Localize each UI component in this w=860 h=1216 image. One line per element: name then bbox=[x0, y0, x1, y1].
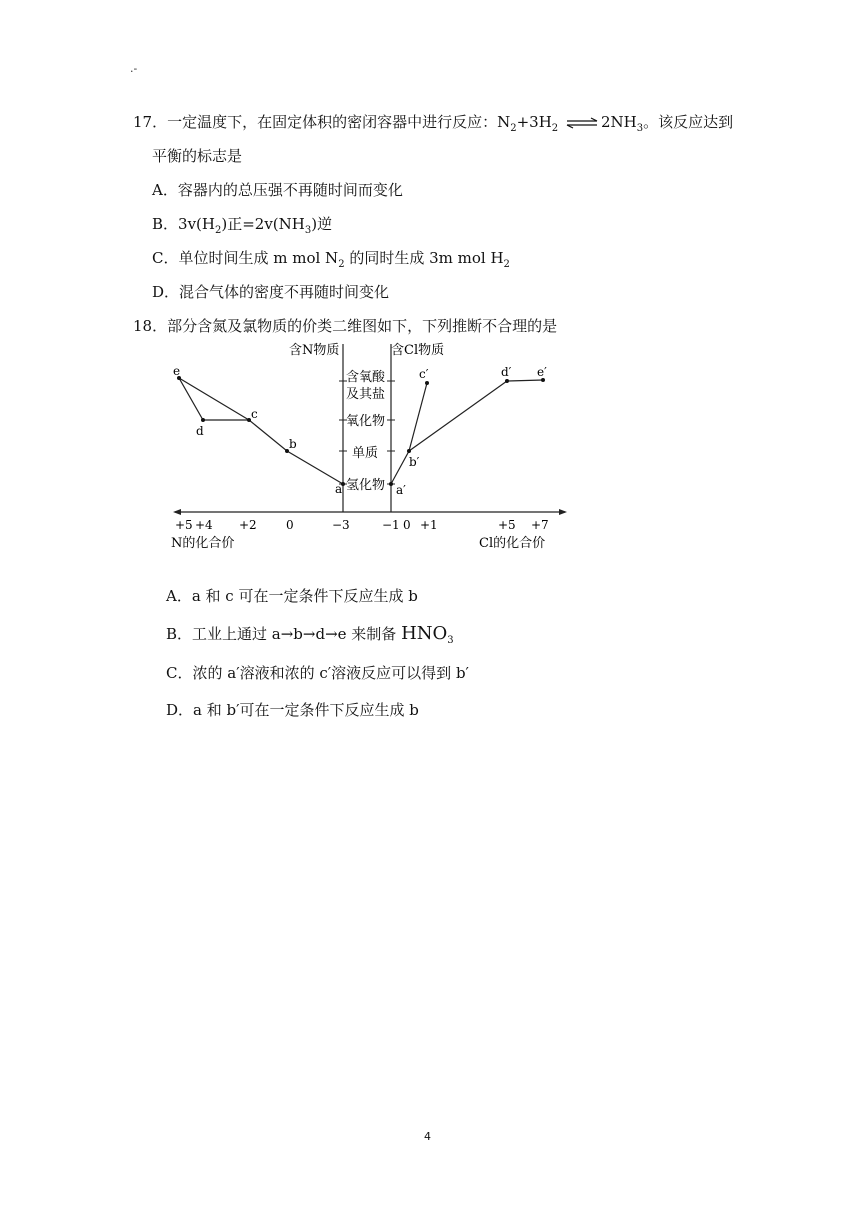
q18-option-c: C．浓的 a′溶液和浓的 c′溶液反应可以得到 b′ bbox=[166, 664, 469, 682]
q17-text-c: 2NH bbox=[600, 113, 637, 131]
point-label-b: b bbox=[289, 437, 297, 451]
question-17-stem bbox=[133, 112, 733, 139]
q17-optc-text: C．单位时间生成 m mol N bbox=[152, 249, 339, 267]
q18-optb-sub: 3 bbox=[447, 635, 454, 646]
q17-text-a: 17．一定温度下，在固定体积的密闭容器中进行反应：N bbox=[133, 113, 511, 131]
valence-class-diagram bbox=[165, 338, 585, 556]
equilibrium-arrow-icon bbox=[565, 117, 599, 129]
q18-option-d: D．a 和 b′可在一定条件下反应生成 b bbox=[166, 701, 419, 719]
category-label: 及其盐 bbox=[346, 387, 386, 402]
cl-tick: 0 bbox=[403, 518, 411, 532]
q17-optc-sub: 2 bbox=[338, 259, 345, 270]
cl-tick: +7 bbox=[531, 518, 549, 532]
cl-axis-label: Cl的化合价 bbox=[479, 536, 546, 551]
q17-sub: 3 bbox=[636, 123, 644, 134]
q18-optb-text: B．工业上通过 a→b→d→e 来制备 bbox=[166, 625, 402, 643]
point-label-e-prime: e′ bbox=[537, 365, 547, 379]
q17-text-b: +3H bbox=[516, 113, 552, 131]
q17-optb-text: )逆 bbox=[311, 215, 333, 233]
question-18-stem: 18．部分含氮及氯物质的价类二维图如下，下列推断不合理的是 bbox=[133, 317, 558, 335]
point-label-e: e bbox=[173, 364, 181, 378]
point-label-d: d bbox=[196, 424, 204, 438]
q17-text-d: 。该反应达到 bbox=[643, 113, 734, 131]
page-number: 4 bbox=[424, 1130, 431, 1143]
q17-option-d: D．混合气体的密度不再随时间变化 bbox=[152, 283, 390, 301]
n-tick: +5 bbox=[175, 518, 193, 532]
category-label: 氧化物 bbox=[346, 414, 386, 429]
right-header: 含Cl物质 bbox=[391, 343, 445, 358]
q17-optb-text: B．3v(H bbox=[152, 215, 215, 233]
cl-tick: +5 bbox=[498, 518, 516, 532]
n-tick: +2 bbox=[239, 518, 257, 532]
point-label-c-prime: c′ bbox=[419, 367, 429, 381]
q17-optc-text: 的同时生成 3m mol H bbox=[344, 249, 504, 267]
q17-optb-text: )正=2v(NH bbox=[221, 215, 305, 233]
header-mark: .- bbox=[130, 62, 138, 75]
cl-tick: +1 bbox=[420, 518, 438, 532]
point-label-c: c bbox=[251, 407, 258, 421]
n-tick: +4 bbox=[195, 518, 213, 532]
point-label-b-prime: b′ bbox=[409, 455, 420, 469]
q17-optb-sub: 3 bbox=[304, 225, 312, 236]
q17-optc-sub: 2 bbox=[503, 259, 510, 270]
category-label: 氢化物 bbox=[346, 478, 386, 493]
n-tick: 0 bbox=[286, 518, 294, 532]
q17-sub: 2 bbox=[551, 123, 559, 134]
category-label: 单质 bbox=[352, 446, 379, 461]
q17-option-c bbox=[152, 248, 510, 275]
point-label-d-prime: d′ bbox=[501, 365, 512, 379]
q17-optb-sub: 2 bbox=[214, 225, 222, 236]
q18-optb-formula: HNO bbox=[401, 623, 448, 644]
category-label: 含氧酸 bbox=[346, 370, 386, 385]
cl-tick: −1 bbox=[382, 518, 400, 532]
question-17-stem-line2: 平衡的标志是 bbox=[152, 147, 243, 165]
q17-option-a: A．容器内的总压强不再随时间而变化 bbox=[152, 181, 403, 199]
q17-option-b bbox=[152, 214, 332, 241]
left-header: 含N物质 bbox=[289, 343, 340, 358]
q18-option-a: A．a 和 c 可在一定条件下反应生成 b bbox=[166, 587, 418, 605]
point-label-a-prime: a′ bbox=[396, 483, 406, 497]
point-label-a: a bbox=[335, 482, 343, 496]
n-axis-label: N的化合价 bbox=[171, 536, 235, 551]
q18-option-b bbox=[166, 624, 454, 651]
q17-sub: 2 bbox=[510, 123, 517, 134]
n-tick: −3 bbox=[332, 518, 350, 532]
